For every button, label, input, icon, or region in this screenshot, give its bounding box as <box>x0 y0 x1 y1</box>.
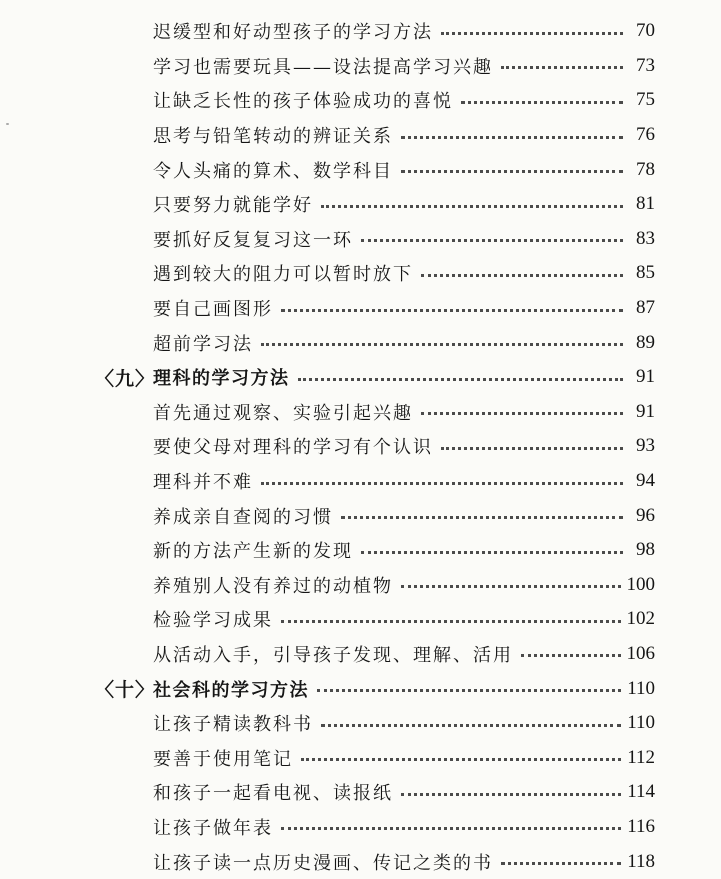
toc-page-number: 110 <box>627 712 655 734</box>
toc-page-number: 112 <box>627 746 655 768</box>
dot-leader <box>281 827 621 830</box>
toc-page-number: 78 <box>636 158 655 180</box>
toc-entry <box>95 498 655 533</box>
dot-leader <box>401 793 621 796</box>
toc-section-heading <box>95 360 655 395</box>
toc-entry <box>95 256 655 291</box>
toc-entry <box>95 568 655 603</box>
toc-entry-title: 遇到较大的阻力可以暂时放下 <box>153 264 413 286</box>
toc-entry <box>95 222 655 257</box>
toc-entry-title: 迟缓型和好动型孩子的学习方法 <box>153 22 433 44</box>
dot-leader <box>401 585 621 588</box>
toc-page-number: 110 <box>627 677 655 699</box>
toc-entry-title: 从活动入手，引导孩子发现、理解、活用 <box>153 644 513 666</box>
toc-entry-title: 令人头痛的算术、数学科目 <box>153 160 393 182</box>
dot-leader <box>281 309 623 312</box>
dot-leader <box>301 758 621 761</box>
toc-page-number: 89 <box>636 331 655 353</box>
toc-page-number: 81 <box>636 193 655 215</box>
toc-entry <box>95 187 655 222</box>
toc-entry-title: 社会科的学习方法 <box>153 679 309 701</box>
dot-leader <box>421 274 623 277</box>
dot-leader <box>361 239 623 242</box>
dot-leader <box>281 620 621 623</box>
toc-page-number: 73 <box>636 54 655 76</box>
scan-speck <box>6 123 9 125</box>
toc-page-number: 106 <box>626 642 655 664</box>
toc-entry-title: 只要努力就能学好 <box>153 195 313 217</box>
dot-leader <box>361 551 623 554</box>
dot-leader <box>421 412 623 415</box>
dot-leader <box>501 862 621 865</box>
toc-entry <box>95 118 655 153</box>
toc-entry <box>95 740 655 775</box>
toc-entry-title: 超前学习法 <box>153 333 253 355</box>
toc-entry-title: 要善于使用笔记 <box>153 748 293 770</box>
toc-entry-title: 让孩子做年表 <box>153 817 273 839</box>
toc-page-number: 85 <box>636 262 655 284</box>
dot-leader <box>401 170 623 173</box>
toc-entry-title: 养殖别人没有养过的动植物 <box>153 575 393 597</box>
toc-entry-title: 首先通过观察、实验引起兴趣 <box>153 402 413 424</box>
toc-entry <box>95 844 655 879</box>
section-number: 〈九〉 <box>95 367 156 390</box>
toc-entry-title: 让孩子精读教科书 <box>153 714 313 736</box>
toc-entry-title: 让缺乏长性的孩子体验成功的喜悦 <box>153 91 453 113</box>
toc-page-number: 91 <box>636 400 655 422</box>
toc-section-heading <box>95 671 655 706</box>
toc-entry-title: 思考与铅笔转动的辨证关系 <box>153 126 393 148</box>
toc-page-number: 91 <box>636 366 655 388</box>
toc-page-number: 118 <box>627 850 655 872</box>
toc-entry-title: 要抓好反复复习这一环 <box>153 229 353 251</box>
toc-entry <box>95 706 655 741</box>
toc-entry <box>95 325 655 360</box>
toc-page-number: 75 <box>636 89 655 111</box>
dot-leader <box>461 101 623 104</box>
toc-entry-title: 要自己画图形 <box>153 299 273 321</box>
toc-page-number: 87 <box>636 297 655 319</box>
toc-entry <box>95 533 655 568</box>
dot-leader <box>261 482 623 485</box>
toc-page-number: 102 <box>626 608 655 630</box>
dot-leader <box>501 66 623 69</box>
toc-entry <box>95 83 655 118</box>
toc-page-number: 70 <box>636 20 655 42</box>
toc-page-number: 96 <box>636 504 655 526</box>
toc-entry <box>95 14 655 49</box>
section-number: 〈十〉 <box>95 679 156 702</box>
dot-leader <box>441 447 623 450</box>
toc-entry <box>95 395 655 430</box>
toc-entry <box>95 810 655 845</box>
dot-leader <box>441 32 623 35</box>
toc-entry <box>95 429 655 464</box>
toc-page-number: 76 <box>636 124 655 146</box>
toc-page-number: 116 <box>627 815 655 837</box>
dot-leader <box>321 205 623 208</box>
toc-entry-title: 新的方法产生新的发现 <box>153 541 353 563</box>
toc-entry <box>95 291 655 326</box>
toc-entry-title: 让孩子读一点历史漫画、传记之类的书 <box>153 852 493 874</box>
toc-entry-title: 检验学习成果 <box>153 610 273 632</box>
toc-entry-title: 养成亲自查阅的习惯 <box>153 506 333 528</box>
toc-page-number: 98 <box>636 539 655 561</box>
toc-entry <box>95 602 655 637</box>
toc-entry <box>95 464 655 499</box>
toc-page-number: 83 <box>636 227 655 249</box>
dot-leader <box>341 516 623 519</box>
toc-page-number: 93 <box>636 435 655 457</box>
toc-entry <box>95 152 655 187</box>
toc-page-number: 114 <box>627 781 655 803</box>
table-of-contents <box>95 14 655 879</box>
dot-leader <box>317 689 621 692</box>
toc-entry <box>95 637 655 672</box>
dot-leader <box>401 136 623 139</box>
toc-entry-title: 要使父母对理科的学习有个认识 <box>153 437 433 459</box>
dot-leader <box>261 343 623 346</box>
toc-page-number: 94 <box>636 470 655 492</box>
dot-leader <box>298 378 624 381</box>
dot-leader <box>321 724 621 727</box>
toc-entry <box>95 49 655 84</box>
dot-leader <box>521 654 621 657</box>
toc-entry-title: 理科的学习方法 <box>153 368 290 390</box>
toc-entry-title: 和孩子一起看电视、读报纸 <box>153 783 393 805</box>
toc-page-number: 100 <box>626 573 655 595</box>
toc-entry <box>95 775 655 810</box>
toc-entry-title: 理科并不难 <box>153 472 253 494</box>
toc-entry-title: 学习也需要玩具——设法提高学习兴趣 <box>153 56 493 78</box>
